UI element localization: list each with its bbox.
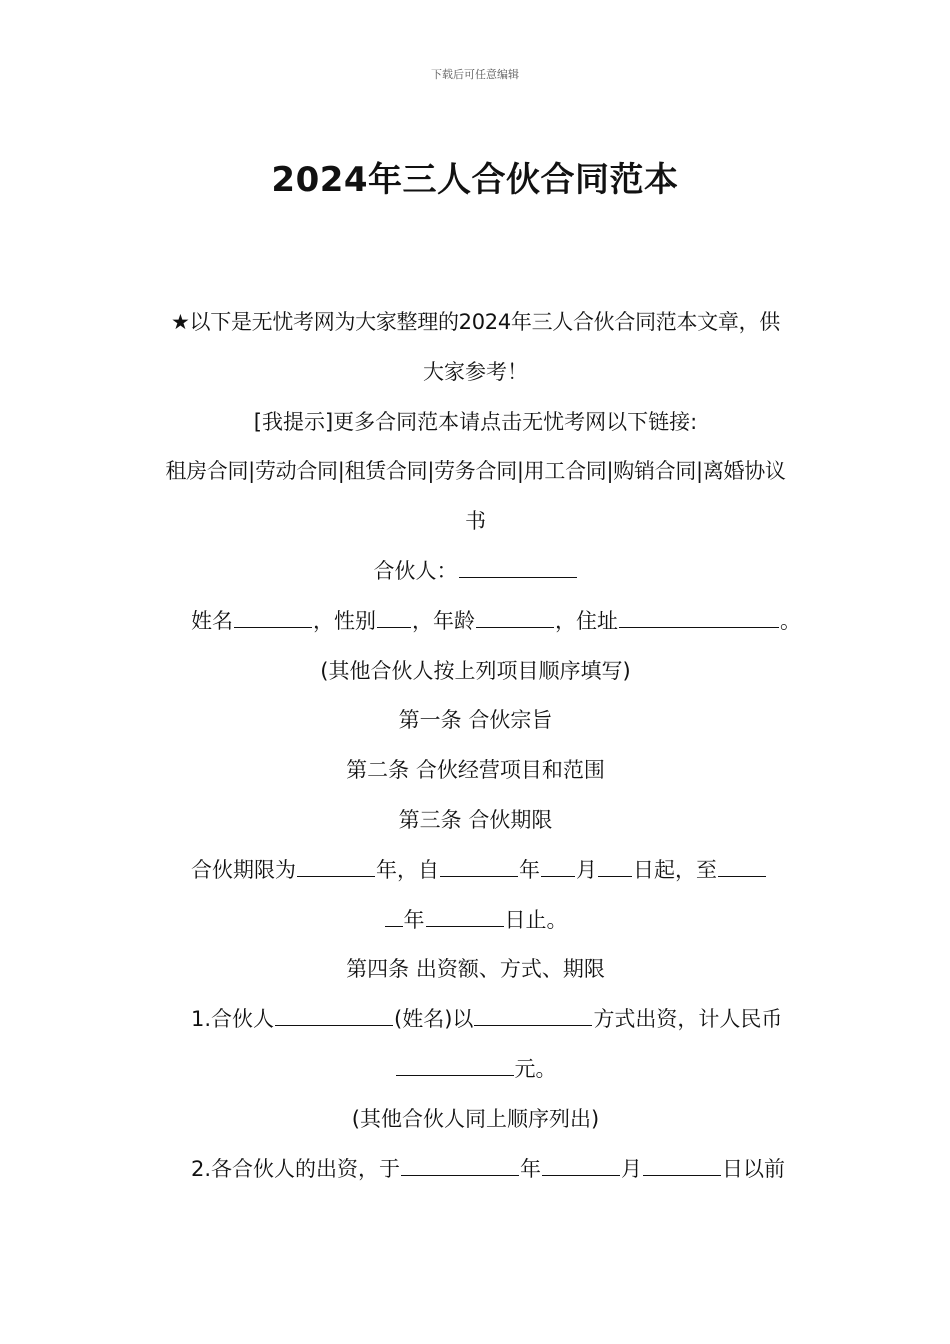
deadline-line	[143, 1145, 808, 1195]
term-text-1: 合伙期限为	[191, 857, 296, 882]
term-text-4: 月	[576, 857, 597, 882]
end-month-blank	[426, 908, 504, 927]
contrib-text-4: 元。	[514, 1056, 557, 1081]
header-note: 下载后可任意编辑	[431, 68, 519, 81]
tip-line: [我提示]更多合同范本请点击无忧考网以下链接:	[253, 409, 698, 434]
deadline-month-blank	[542, 1157, 620, 1176]
contrib-text-1: 1.合伙人	[191, 1007, 275, 1032]
partner-blank	[459, 559, 577, 578]
gender-blank	[377, 609, 411, 628]
end-year-blank-a	[718, 858, 766, 877]
term-line-2	[143, 896, 808, 946]
intro-line-2: 大家参考！	[423, 359, 528, 384]
address-label: ，住址	[555, 608, 618, 633]
deadline-text-4: 日以前	[722, 1156, 786, 1181]
term-text-6: 年	[403, 907, 425, 932]
contrib-method-blank	[474, 1007, 592, 1026]
article-3-heading: 第三条 合伙期限	[398, 807, 553, 832]
deadline-day-blank	[643, 1157, 721, 1176]
term-line-1	[143, 846, 808, 896]
intro-line-1: ★以下是无忧考网为大家整理的2024年三人合伙合同范本文章，供	[171, 310, 780, 334]
article-4-heading: 第四条 出资额、方式、期限	[346, 957, 605, 982]
address-blank	[619, 609, 779, 628]
partner-label: 合伙人：	[373, 558, 458, 583]
deadline-text-2: 年	[520, 1156, 542, 1181]
contract-links-line-2[interactable]: 书	[465, 509, 486, 534]
contrib-text-2: (姓名)以	[394, 1007, 474, 1032]
article-1-heading: 第一条 合伙宗旨	[398, 708, 553, 733]
contribution-line-2	[143, 1045, 808, 1095]
deadline-year-blank	[401, 1157, 519, 1176]
contribution-note: (其他合伙人同上顺序列出)	[351, 1106, 600, 1131]
deadline-text-3: 月	[621, 1156, 643, 1181]
term-text-3: 年	[519, 857, 540, 882]
term-text-7: 日止。	[504, 907, 568, 932]
contribution-line-1	[143, 995, 808, 1045]
partner-note: (其他合伙人按上列项目顺序填写)	[320, 658, 631, 683]
term-text-5: 日起，至	[633, 857, 717, 882]
start-month-blank	[541, 858, 575, 877]
contrib-name-blank	[275, 1007, 393, 1026]
name-label: 姓名	[191, 608, 233, 633]
partner-info-line	[143, 597, 808, 647]
age-label: ，年龄	[412, 608, 475, 633]
deadline-text-1: 2.各合伙人的出资，于	[191, 1156, 401, 1181]
term-text-2: 年，自	[376, 857, 439, 882]
partner-info-end: 。	[780, 608, 801, 633]
article-2-heading: 第二条 合伙经营项目和范围	[346, 758, 605, 783]
name-blank	[234, 609, 312, 628]
start-year-blank	[440, 858, 518, 877]
contrib-amount-blank	[396, 1057, 514, 1076]
term-years-blank	[297, 858, 375, 877]
document-body	[143, 298, 808, 1194]
start-day-blank	[598, 858, 632, 877]
contract-links-line-1[interactable]: 租房合同|劳动合同|租赁合同|劳务合同|用工合同|购销合同|离婚协议	[165, 459, 786, 484]
gender-label: ，性别	[313, 608, 376, 633]
contrib-text-3: 方式出资，计人民币	[593, 1007, 783, 1032]
document-title: 2024年三人合伙合同范本	[271, 160, 679, 200]
age-blank	[476, 609, 554, 628]
end-year-blank-b	[385, 908, 403, 927]
partner-line	[143, 547, 808, 597]
